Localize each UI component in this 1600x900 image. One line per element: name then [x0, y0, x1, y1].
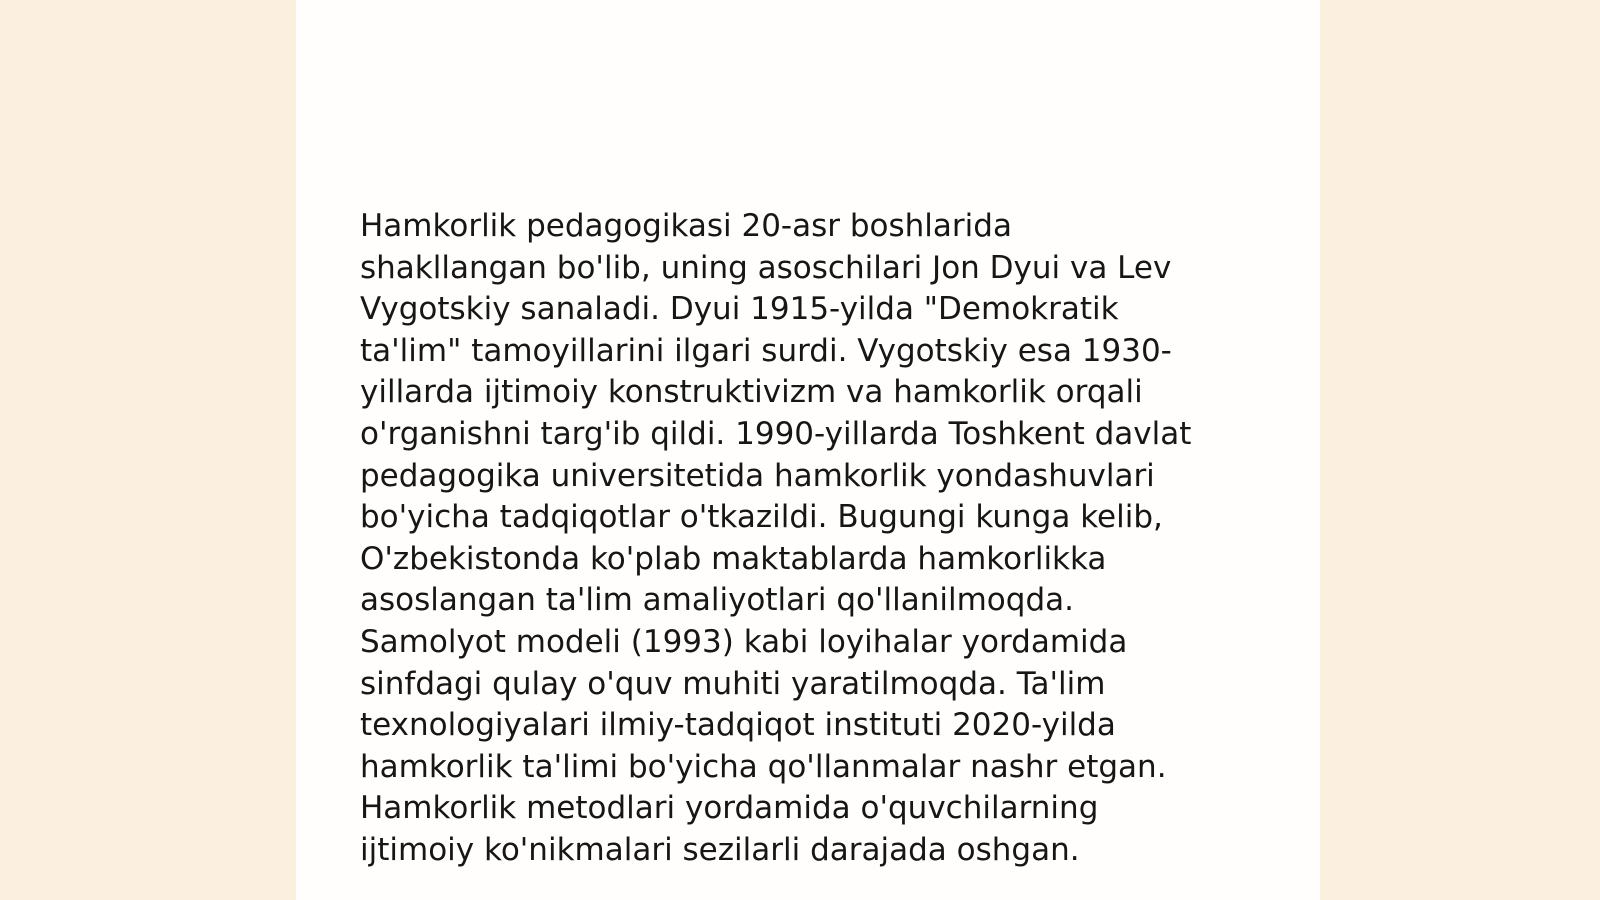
paragraph-line: Hamkorlik metodlari yordamida o'quvchilarning	[360, 790, 1099, 827]
paragraph-line: yillarda ijtimoiy konstruktivizm va hamkorlik orqali	[360, 374, 1143, 411]
paragraph-line: hamkorlik ta'limi bo'yicha qo'llanmalar nashr etgan.	[360, 748, 1167, 785]
paragraph-line: shakllangan bo'lib, uning asoschilari Jon Dyui va Lev	[360, 249, 1172, 286]
paragraph-line: ta'lim" tamoyillarini ilgari surdi. Vygotskiy esa 1930-	[360, 332, 1172, 369]
paragraph-line: Vygotskiy sanaladi. Dyui 1915-yilda "Demokratik	[360, 291, 1119, 328]
document-paragraph	[360, 206, 1240, 872]
paragraph-line: pedagogika universitetida hamkorlik yondashuvlari	[360, 457, 1155, 494]
paragraph-line: ijtimoiy ko'nikmalari sezilarli darajada oshgan.	[360, 831, 1080, 868]
paragraph-line: sinfdagi qulay o'quv muhiti yaratilmoqda. Ta'lim	[360, 665, 1106, 702]
paragraph-line: texnologiyalari ilmiy-tadqiqot instituti 2020-yilda	[360, 707, 1116, 744]
paragraph-line: O'zbekistonda ko'plab maktablarda hamkorlikka	[360, 540, 1107, 577]
paragraph-line: bo'yicha tadqiqotlar o'tkazildi. Bugungi kunga kelib,	[360, 499, 1163, 536]
paragraph-line: Samolyot modeli (1993) kabi loyihalar yordamida	[360, 623, 1128, 660]
paragraph-line: asoslangan ta'lim amaliyotlari qo'llanilmoqda.	[360, 582, 1074, 619]
paragraph-line: o'rganishni targ'ib qildi. 1990-yillarda Toshkent davlat	[360, 415, 1192, 452]
paragraph-line: Hamkorlik pedagogikasi 20-asr boshlarida	[360, 208, 1012, 244]
